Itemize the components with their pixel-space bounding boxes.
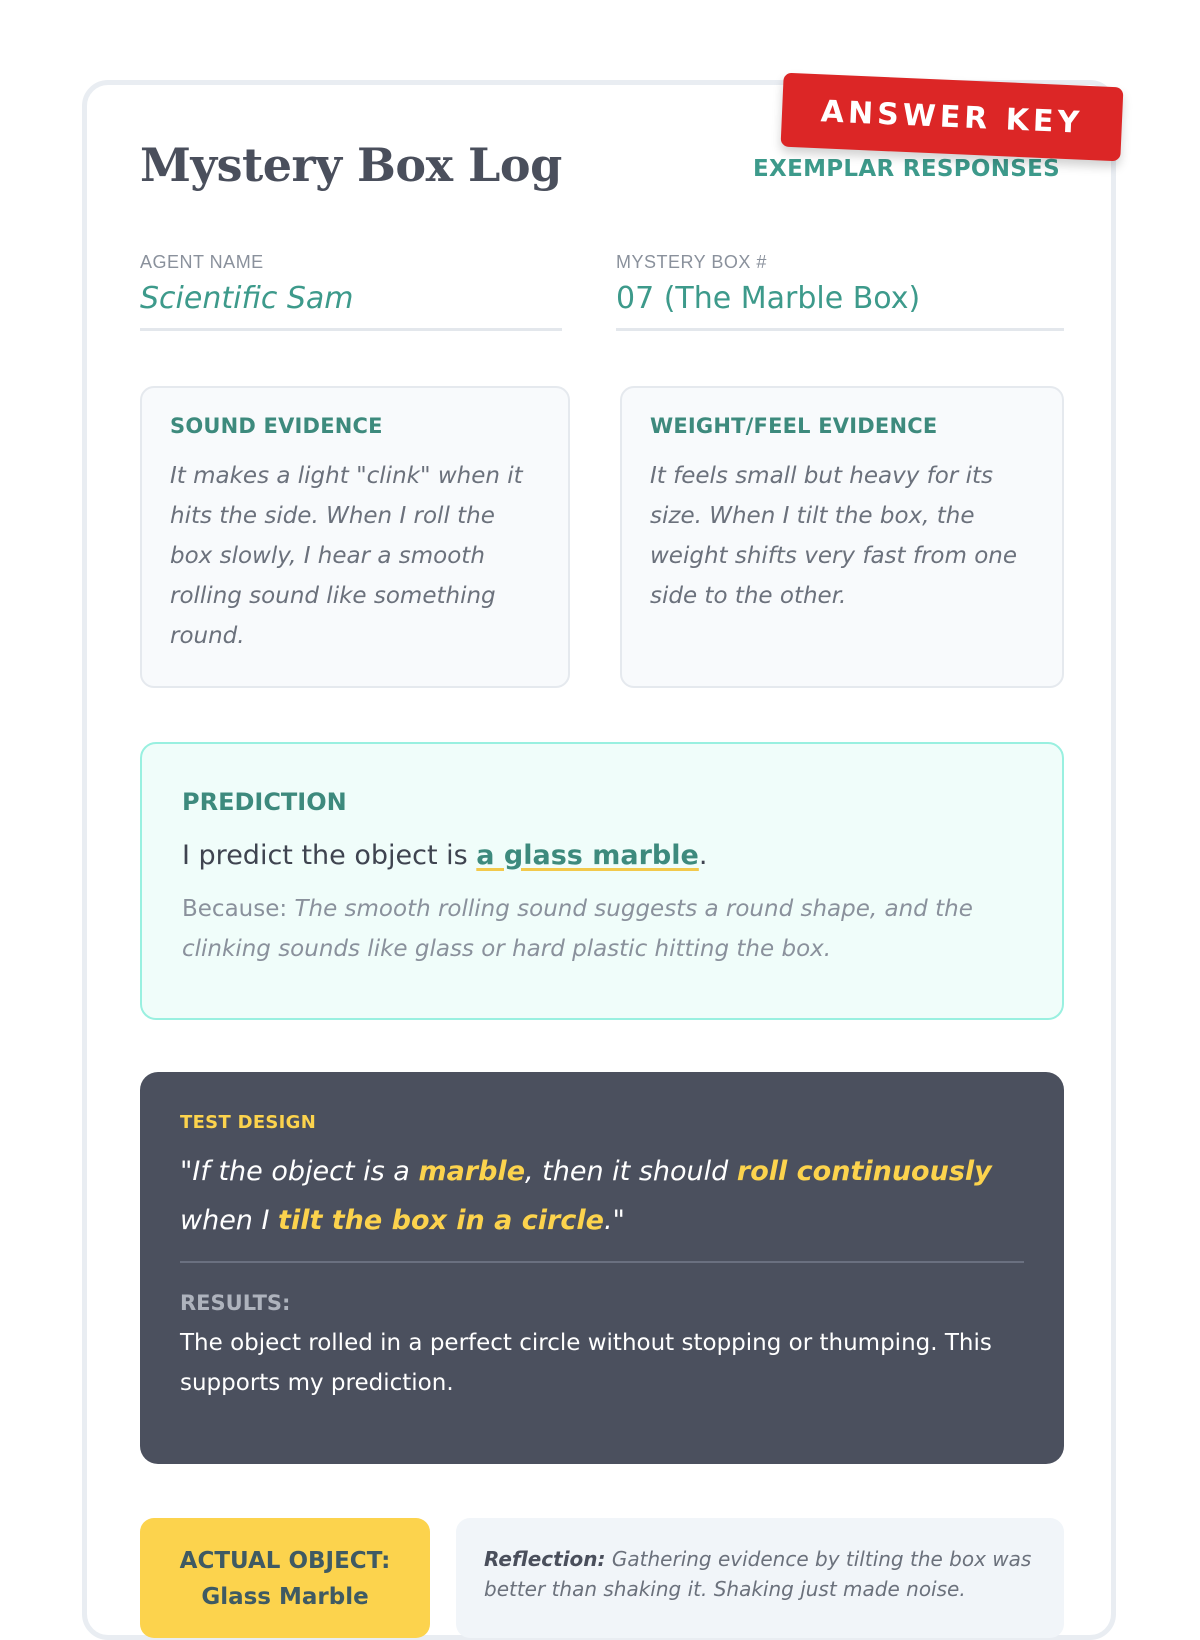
hypothesis-action[interactable]: tilt the box in a circle [278, 1205, 604, 1236]
test-divider [180, 1261, 1024, 1263]
prediction-label: PREDICTION [182, 788, 347, 816]
reflection-text: Gathering evidence by tilting the box was better than shaking it. Shaking just made noise. [484, 1547, 1032, 1601]
weight-evidence-card [620, 386, 1064, 688]
sound-evidence-text[interactable]: It makes a light "clink" when it hits the side. When I roll the box slowly, I hear a smooth rolling sound like something round. [170, 463, 523, 649]
results-label: RESULTS: [180, 1291, 291, 1315]
hypothesis-object[interactable]: marble [418, 1156, 526, 1187]
agent-name-label: AGENT NAME [140, 252, 264, 272]
prediction-statement [182, 840, 1022, 871]
weight-evidence-text[interactable]: It feels small but heavy for its size. When I tilt the box, the weight shifts very fast from one side to the other. [650, 463, 1018, 609]
actual-object-value[interactable]: Glass Marble [201, 1584, 369, 1610]
prediction-suffix: . [698, 840, 708, 871]
results-text[interactable]: The object rolled in a perfect circle without stopping or thumping. This supports my prediction. [180, 1330, 992, 1396]
hypothesis-part-2: , then it should [525, 1156, 737, 1187]
actual-object-card [140, 1518, 430, 1638]
box-number-label: MYSTERY BOX # [616, 252, 767, 272]
hypothesis-statement [180, 1147, 1024, 1245]
hypothesis-part-4: ." [603, 1205, 625, 1236]
box-number-field[interactable] [616, 252, 1064, 331]
box-number-value: 07 (The Marble Box) [616, 281, 921, 316]
prediction-card [140, 742, 1064, 1020]
test-design-card [140, 1072, 1064, 1464]
prediction-reason [182, 889, 1022, 969]
test-design-label: TEST DESIGN [180, 1112, 317, 1133]
actual-object-label: ACTUAL OBJECT: [179, 1548, 391, 1574]
prediction-answer[interactable]: a glass marble [476, 840, 699, 871]
page-subtitle: EXEMPLAR RESPONSES [753, 156, 1060, 182]
agent-name-value: Scientific Sam [140, 281, 354, 316]
because-label: Because: [182, 896, 295, 922]
page-title: Mystery Box Log [140, 138, 562, 192]
answer-key-stamp: ANSWER KEY [781, 73, 1124, 162]
reflection-card [456, 1518, 1064, 1638]
because-text[interactable]: The smooth rolling sound suggests a round shape, and the clinking sounds like glass or hard plastic hitting the box. [182, 896, 973, 962]
weight-evidence-label: WEIGHT/FEEL EVIDENCE [650, 414, 938, 438]
agent-name-field[interactable] [140, 252, 562, 331]
reflection-text-block[interactable] [484, 1544, 1036, 1604]
sound-evidence-card [140, 386, 570, 688]
hypothesis-part-3: when I [180, 1205, 279, 1236]
prediction-prefix: I predict the object is [182, 840, 477, 871]
hypothesis-part-1: "If the object is a [180, 1156, 419, 1187]
reflection-label: Reflection: [484, 1547, 606, 1571]
sound-evidence-label: SOUND EVIDENCE [170, 414, 383, 438]
hypothesis-expected-result[interactable]: roll continuously [736, 1156, 992, 1187]
